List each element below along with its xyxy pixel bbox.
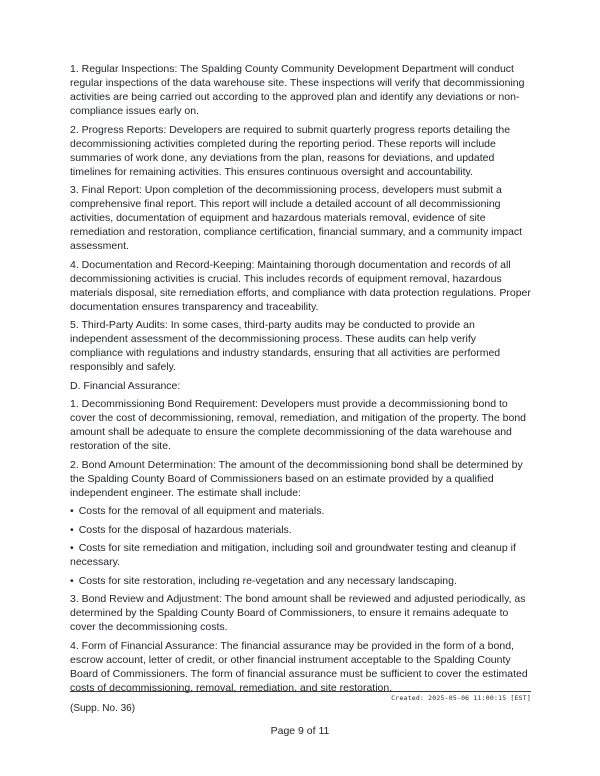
bullet-marker: • [70,542,74,554]
para-bond-review-adjustment: 3. Bond Review and Adjustment: The bond amount shall be reviewed and adjusted periodically, as determined by the Spalding County Board of Commissioners, to ensure it remains adequate to cover the decommissioning costs. [70,593,526,633]
page-number: Page 9 of 11 [270,725,330,737]
bullet-hazardous-disposal-costs [70,523,531,537]
footer-divider [70,691,531,692]
para-bond-amount-determination: 2. Bond Amount Determination: The amount of the decommissioning bond shall be determined by the Spalding County Board of Commissioners based on an estimate provided by a qualified independent engineer. The estimate shall include: [70,458,523,499]
bullet-site-restoration-costs [70,574,531,588]
bullet-marker: • [70,574,74,587]
para-form-of-financial-assurance: 4. Form of Financial Assurance: The financial assurance may be provided in the form of a bond, escrow account, letter of credit, or other financial instrument acceptable to the Spalding County Board of Commissioners. The form of financial assurance must be sufficient to cover the estimated costs of decommissioning, removal, remediation, and site restoration. [70,639,528,694]
bullet-text: Costs for site restoration, including re-vegetation and any necessary landscaping. [78,574,457,587]
bullet-text: Costs for the removal of all equipment and materials. [78,505,325,517]
bullet-equipment-removal-costs [70,504,531,518]
para-documentation-record-keeping: 4. Documentation and Record-Keeping: Maintaining thorough documentation and records of all decommissioning activities is crucial. This includes records of equipment removal, hazardous materials disposal, site remediation efforts, and compliance with data protection regulations. Proper documentation ensures transparency and traceability. [70,258,531,313]
supplement-number: (Supp. No. 36) [70,703,136,714]
para-third-party-audits: 5. Third-Party Audits: In some cases, third-party audits may be conducted to provide an independent assessment of the decommissioning process. These audits can help verify compliance with regulations and industry standards, ensuring that all activities are performed responsibly and safely. [70,319,501,373]
para-regular-inspections: 1. Regular Inspections: The Spalding County Community Development Department will conduct regular inspections of the data warehouse site. These inspections will verify that decommissioning activities are being carried out according to the approved plan and identify any deviations or non-compliance issues early on. [70,63,525,117]
bullet-marker: • [70,523,74,536]
bullet-text: Costs for the disposal of hazardous materials. [78,523,292,536]
heading-financial-assurance: D. Financial Assurance: [70,379,181,392]
para-final-report: 3. Final Report: Upon completion of the decommissioning process, developers must submit a comprehensive final report. This report will include a detailed account of all decommissioning activities, documentation of equipment and hazardous materials removal, evidence of site remediation and restoration, compliance certification, financial summary, and a community impact assessment. [70,184,523,252]
para-progress-reports: 2. Progress Reports: Developers are required to submit quarterly progress reports detailing the decommissioning activities completed during the reporting period. These reports will include summaries of work done, any deviations from the plan, reasons for deviations, and updated timelines for remaining activities. This ensures continuous oversight and accountability. [70,123,511,178]
para-decommissioning-bond-requirement: 1. Decommissioning Bond Requirement: Developers must provide a decommissioning bond to cover the cost of decommissioning, removal, remediation, and mitigation of the property. The bond amount shall be adequate to ensure the complete decommissioning of the data warehouse and restoration of the site. [70,398,527,452]
bullet-marker: • [70,505,74,517]
bullet-site-remediation-costs [70,541,531,569]
bullet-text: Costs for site remediation and mitigation, including soil and groundwater testing and cleanup if necessary. [70,542,516,568]
created-timestamp: Created: 2025-05-06 11:00:15 [EST] [391,694,531,702]
document-page-body [70,62,531,699]
